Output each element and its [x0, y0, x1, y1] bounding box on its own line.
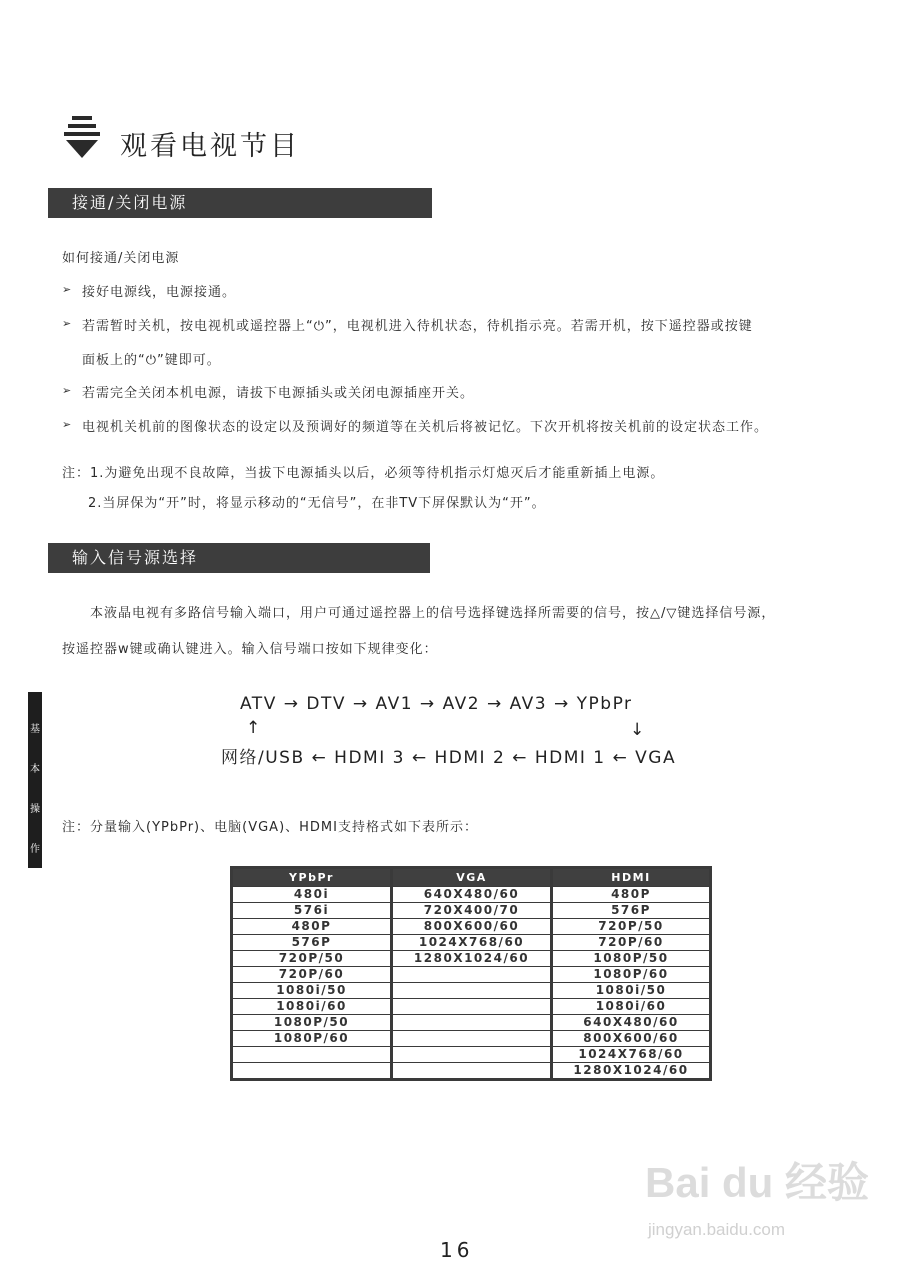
power-note: 注：1.为避免出现不良故障，当拔下电源插头以后，必须等待机指示灯熄灭后才能重新插上电源。 — [62, 466, 665, 481]
power-note: 2.当屏保为“开”时，将显示移动的“无信号”，在非TV下屏保默认为“开”。 — [88, 496, 546, 511]
table-cell: 720P/50 — [232, 951, 392, 967]
table-cell — [392, 1015, 552, 1031]
table-header-ypbpr: YPbPr — [232, 868, 392, 887]
side-tab-char: 基 — [30, 724, 40, 735]
input-flow-row-top: ATV → DTV → AV1 → AV2 → AV3 → YPbPr — [240, 694, 633, 714]
table-cell: 480P — [232, 919, 392, 935]
power-item: 若需完全关闭本机电源，请拔下电源插头或关闭电源插座开关。 — [82, 386, 475, 401]
side-tab-char: 作 — [30, 844, 40, 855]
table-cell: 720P/50 — [552, 919, 711, 935]
baidu-watermark-url: jingyan.baidu.com — [648, 1220, 786, 1239]
up-arrow-icon: ↑ — [246, 718, 262, 738]
table-row — [232, 1047, 711, 1063]
table-cell: 1080P/60 — [552, 967, 711, 983]
table-cell: 576P — [552, 903, 711, 919]
table-header-vga: VGA — [392, 868, 552, 887]
table-row — [232, 935, 711, 951]
bullet-icon: ➢ — [62, 317, 72, 330]
power-item: 接好电源线，电源接通。 — [82, 285, 237, 300]
format-table — [230, 866, 712, 1081]
table-cell: 480P — [552, 887, 711, 903]
power-item: 若需暂时关机，按电视机或遥控器上“⏻”，电视机进入待机状态，待机指示亮。若需开机，按下遥控器或按键 — [82, 319, 753, 334]
table-cell: 1280X1024/60 — [392, 951, 552, 967]
section-heading-power: 接通/关闭电源 — [48, 188, 432, 218]
table-row — [232, 1063, 711, 1080]
section-title-icon — [64, 116, 100, 160]
table-cell — [232, 1063, 392, 1080]
table-cell: 1080i/50 — [232, 983, 392, 999]
bullet-icon: ➢ — [62, 418, 72, 431]
bullet-icon: ➢ — [62, 384, 72, 397]
table-cell: 640X480/60 — [552, 1015, 711, 1031]
table-cell: 1080i/60 — [552, 999, 711, 1015]
table-cell: 800X600/60 — [552, 1031, 711, 1047]
table-cell — [392, 999, 552, 1015]
table-cell: 720X400/70 — [392, 903, 552, 919]
table-cell: 576i — [232, 903, 392, 919]
table-cell: 640X480/60 — [392, 887, 552, 903]
table-cell: 480i — [232, 887, 392, 903]
side-tab-char: 本 — [30, 764, 40, 775]
table-row — [232, 967, 711, 983]
baidu-watermark-logo: Bai du 经验 — [645, 1159, 870, 1206]
table-cell — [392, 1047, 552, 1063]
table-cell: 1024X768/60 — [392, 935, 552, 951]
table-row — [232, 983, 711, 999]
table-cell — [392, 1063, 552, 1080]
table-row — [232, 951, 711, 967]
table-cell: 576P — [232, 935, 392, 951]
table-cell: 720P/60 — [552, 935, 711, 951]
format-table-note: 注：分量输入(YPbPr)、电脑(VGA)、HDMI支持格式如下表所示： — [62, 820, 478, 835]
table-row — [232, 887, 711, 903]
table-row — [232, 1015, 711, 1031]
table-row — [232, 999, 711, 1015]
power-item-continued: 面板上的“⏻”键即可。 — [82, 353, 221, 368]
power-item: 电视机关机前的图像状态的设定以及预调好的频道等在关机后将被记忆。下次开机将按关机前的设定状态工作。 — [82, 420, 769, 435]
input-paragraph-line: 按遥控器w键或确认键进入。输入信号端口按如下规律变化： — [62, 642, 438, 657]
input-paragraph-line: 本液晶电视有多路信号输入端口，用户可通过遥控器上的信号选择键选择所需要的信号，按△/▽键选择信号源， — [90, 606, 776, 621]
table-cell: 1080i/50 — [552, 983, 711, 999]
input-flow-row-bottom: 网络/USB ← HDMI 3 ← HDMI 2 ← HDMI 1 ← VGA — [221, 748, 677, 768]
table-row — [232, 903, 711, 919]
page-title: 观看电视节目 — [120, 131, 300, 162]
bullet-icon: ➢ — [62, 283, 72, 296]
table-cell: 1080P/60 — [232, 1031, 392, 1047]
table-cell — [392, 967, 552, 983]
table-cell: 800X600/60 — [392, 919, 552, 935]
section-heading-input: 输入信号源选择 — [48, 543, 430, 573]
table-cell — [392, 1031, 552, 1047]
table-cell — [232, 1047, 392, 1063]
page-number: 16 — [440, 1238, 474, 1262]
table-cell: 1024X768/60 — [552, 1047, 711, 1063]
table-cell: 1080P/50 — [552, 951, 711, 967]
side-tab-char: 操 — [30, 804, 40, 815]
table-cell: 1080P/50 — [232, 1015, 392, 1031]
table-cell: 1080i/60 — [232, 999, 392, 1015]
table-header-hdmi: HDMI — [552, 868, 711, 887]
table-row — [232, 1031, 711, 1047]
side-chapter-tab — [28, 692, 42, 868]
table-cell: 720P/60 — [232, 967, 392, 983]
table-cell: 1280X1024/60 — [552, 1063, 711, 1080]
table-cell — [392, 983, 552, 999]
table-row — [232, 919, 711, 935]
down-arrow-icon: ↓ — [630, 720, 646, 740]
power-subheading: 如何接通/关闭电源 — [62, 251, 180, 266]
